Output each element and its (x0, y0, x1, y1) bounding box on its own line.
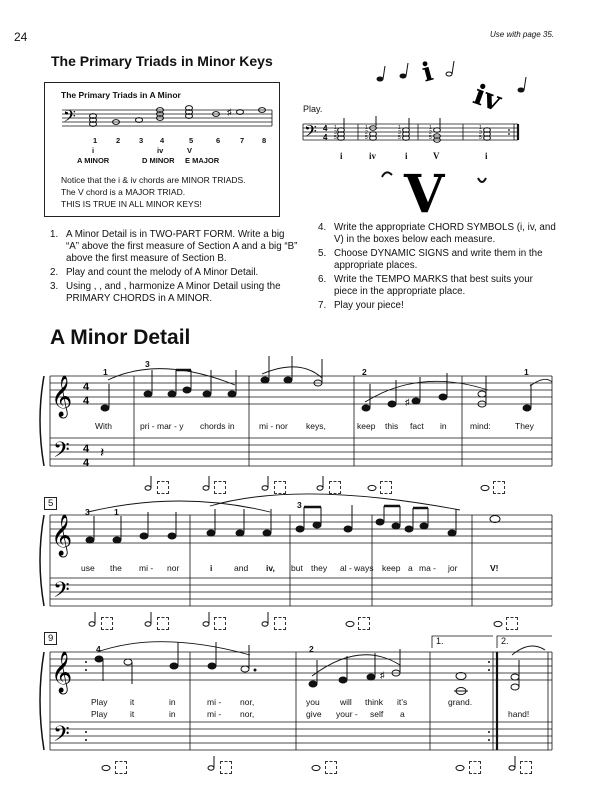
instruction-item (318, 248, 558, 272)
chord-input-box[interactable] (469, 761, 481, 774)
chord-input-box[interactable] (274, 617, 286, 630)
chord-input-box[interactable] (214, 617, 226, 630)
decor-numeral-i: i (418, 56, 437, 89)
lyric: this (385, 421, 399, 431)
degree-4: 4 (160, 136, 165, 145)
chord-input-box[interactable] (274, 481, 286, 494)
degree-7: 7 (240, 136, 245, 145)
lyric: mi - (207, 697, 222, 707)
instruction-item (50, 267, 300, 279)
use-with-note: Use with page 35. (490, 30, 555, 39)
lyric: V! (490, 563, 499, 573)
fingering: 1 2 5 (429, 125, 432, 141)
instruction-item (318, 222, 558, 246)
item-text: Write the TEMPO MARKS that best suits your piece in the appropriate place. (334, 274, 533, 297)
lyric: ma - (419, 563, 436, 573)
lyric: and (234, 563, 249, 573)
item-text: Write the appropriate CHORD SYMBOLS (i, iv, and V) in the boxes below each measure. (334, 222, 556, 245)
section-title: The Primary Triads in Minor Keys (51, 53, 273, 69)
item-number: 4. (318, 222, 327, 233)
lyric: nor (167, 563, 180, 573)
treble-clef-icon: 𝄞 (51, 376, 73, 417)
instructions-right (318, 222, 558, 314)
system-2-notes (86, 505, 500, 543)
degree-1: 1 (93, 136, 98, 145)
fingering: 4 (96, 644, 101, 654)
lyric: in (169, 709, 176, 719)
bass-clef-icon: 𝄢 (304, 121, 317, 145)
slur (97, 642, 250, 655)
chord-input-box[interactable] (157, 617, 169, 630)
lyric: fact (410, 421, 424, 431)
piece-title: A Minor Detail (50, 326, 191, 349)
lyric: it’s (397, 697, 408, 707)
roman-iv: iv (157, 146, 164, 155)
fingering: 1 (114, 507, 119, 517)
lyric: Play (91, 697, 108, 707)
lyric: in (440, 421, 447, 431)
note-line: Notice that the i & iv chords are MINOR TRIADS. (61, 175, 246, 185)
sharp-icon: ♯ (227, 107, 232, 117)
instruction-item (50, 281, 300, 305)
lyric: but (291, 563, 303, 573)
play-roman: i (405, 151, 408, 161)
item-number: 2. (50, 267, 59, 278)
lyric: a (400, 709, 405, 719)
time-signature-bottom: 4 (323, 133, 328, 142)
lyric: chords (200, 421, 226, 431)
lyric: will (340, 697, 352, 707)
play-roman: iv (369, 151, 377, 161)
brace (40, 515, 44, 606)
lyric: a (408, 563, 413, 573)
chord-input-box[interactable] (325, 761, 337, 774)
lyric: With (95, 421, 112, 431)
decor-numeral-V: V (404, 164, 445, 225)
lyric: it (130, 697, 135, 707)
play-roman: V (433, 151, 440, 161)
lyric: your - (336, 709, 358, 719)
item-number: 5. (318, 248, 327, 259)
bass-clef-icon: 𝄢 (63, 106, 76, 130)
item-text: Play and count the melody of A Minor Detail. (66, 267, 259, 278)
lyric: i (210, 563, 213, 573)
fingering: 2 (309, 644, 314, 654)
play-roman: i (340, 151, 343, 161)
chord-input-box[interactable] (115, 761, 127, 774)
item-number: 7. (318, 300, 327, 311)
time-sig: 4 (83, 443, 90, 455)
play-chords (338, 116, 491, 142)
time-sig: 4 (83, 381, 90, 393)
lyric: mi - (207, 709, 222, 719)
chord-input-box[interactable] (214, 481, 226, 494)
instruction-item (318, 300, 558, 312)
lyric: keys, (306, 421, 326, 431)
treble-clef-icon: 𝄞 (51, 652, 73, 693)
lyric: they (311, 563, 328, 573)
chord-glyphs (89, 476, 515, 771)
lyric: give (306, 709, 322, 719)
lyric: pri - mar - y (140, 421, 184, 431)
lyric: al - ways (340, 563, 374, 573)
bass-clef-icon: 𝄢 (53, 722, 70, 752)
fingering: 1 3 5 (479, 125, 482, 141)
box-title: The Primary Triads in A Minor (61, 90, 181, 100)
bass-clef-icon: 𝄢 (53, 438, 70, 468)
chord-label-d-minor: D MINOR (142, 156, 175, 165)
lyric: jor (448, 563, 458, 573)
lyric: nor, (240, 709, 255, 719)
fingering: 3 (85, 507, 90, 517)
chord-input-box[interactable] (506, 617, 518, 630)
measure-number: 9 (44, 632, 57, 645)
quarter-rest-icon: 𝄽 (100, 444, 105, 460)
chord-input-box[interactable] (380, 481, 392, 494)
page-number: 24 (14, 30, 28, 44)
lyric: mi - (139, 563, 154, 573)
time-sig: 4 (83, 395, 90, 407)
fingering: 1 (103, 367, 108, 377)
box-note (61, 174, 276, 210)
brace (40, 652, 44, 750)
fingering: 1 2 5 (365, 125, 368, 141)
fingering: 3 (297, 500, 302, 510)
lyric: They (515, 421, 534, 431)
item-number: 6. (318, 274, 327, 285)
lyric: Play (91, 709, 108, 719)
fingering: 1 3 5 (334, 125, 337, 141)
degree-8: 8 (262, 136, 267, 145)
lyric: it (130, 709, 135, 719)
item-text: Choose DYNAMIC SIGNS and write them in the appropriate places. (334, 248, 543, 271)
system-3-notes (95, 642, 519, 695)
slur (512, 646, 545, 655)
fingering: 1 (524, 367, 529, 377)
lyric: self (370, 709, 384, 719)
lyric: use (81, 563, 95, 573)
lyric: in (228, 421, 235, 431)
item-text: Play your piece! (334, 300, 404, 311)
system-1-notes (101, 356, 531, 411)
treble-clef-icon: 𝄞 (51, 515, 73, 556)
lyric: grand. (448, 697, 473, 707)
degree-3: 3 (139, 136, 144, 145)
fingering: 3 (145, 359, 150, 369)
chord-input-box[interactable] (493, 481, 505, 494)
lyric: keep (382, 563, 401, 573)
lyric: nor, (240, 697, 255, 707)
lyric: mi - nor (259, 421, 288, 431)
item-number: 3. (50, 281, 59, 292)
ending-2-label: 2. (501, 636, 509, 646)
decor-numeral-iv: iv (469, 77, 506, 118)
item-number: 1. (50, 229, 59, 240)
time-sig: 4 (83, 457, 90, 469)
time-signature-top: 4 (323, 124, 328, 133)
roman-i: i (92, 146, 95, 155)
roman-V: V (187, 146, 193, 155)
fingering: 2 (362, 367, 367, 377)
item-text: A Minor Detail is in TWO-PART FORM. Write a big “A” above the first measure of Section A and a big “B” above the first measure of Section B. (66, 229, 298, 264)
note-line: The V chord is a MAJOR TRIAD. (61, 187, 186, 197)
slur (365, 381, 488, 402)
lyric: iv, (266, 563, 275, 573)
sharp-icon: ♯ (405, 397, 410, 407)
lyric: in (169, 697, 176, 707)
chord-input-box[interactable] (520, 761, 532, 774)
chord-input-box[interactable] (157, 481, 169, 494)
instruction-item (318, 274, 558, 298)
degree-6: 6 (216, 136, 221, 145)
brace (40, 376, 44, 466)
fingering: 1 3 5 (398, 125, 401, 141)
lyric: the (110, 563, 122, 573)
play-roman: i (485, 151, 488, 161)
ending-1-label: 1. (436, 636, 444, 646)
chord-label-a-minor: A MINOR (77, 156, 110, 165)
instructions-left (50, 229, 300, 307)
chord-input-box[interactable] (358, 617, 370, 630)
chord-input-box[interactable] (101, 617, 113, 630)
system-3 (50, 652, 552, 750)
lyric: mind: (470, 421, 491, 431)
instruction-item (50, 229, 300, 265)
degree-5: 5 (189, 136, 194, 145)
bass-clef-icon: 𝄢 (53, 578, 70, 608)
note-line: THIS IS TRUE IN ALL MINOR KEYS! (61, 199, 202, 209)
item-text: Using , , and , harmonize A Minor Detail using the PRIMARY CHORDS in A MINOR. (66, 281, 281, 304)
chord-label-e-major: E MAJOR (185, 156, 220, 165)
slur (108, 369, 235, 385)
measure-number: 5 (44, 497, 57, 510)
box-notes (90, 106, 266, 127)
lyric: hand! (508, 709, 530, 719)
degree-2: 2 (116, 136, 121, 145)
chord-input-box[interactable] (220, 761, 232, 774)
chord-input-box[interactable] (329, 481, 341, 494)
lyric: think (365, 697, 383, 707)
lyric: you (306, 697, 320, 707)
play-label: Play. (303, 104, 323, 114)
lyric: keep (357, 421, 376, 431)
sharp-icon: ♯ (380, 670, 385, 680)
